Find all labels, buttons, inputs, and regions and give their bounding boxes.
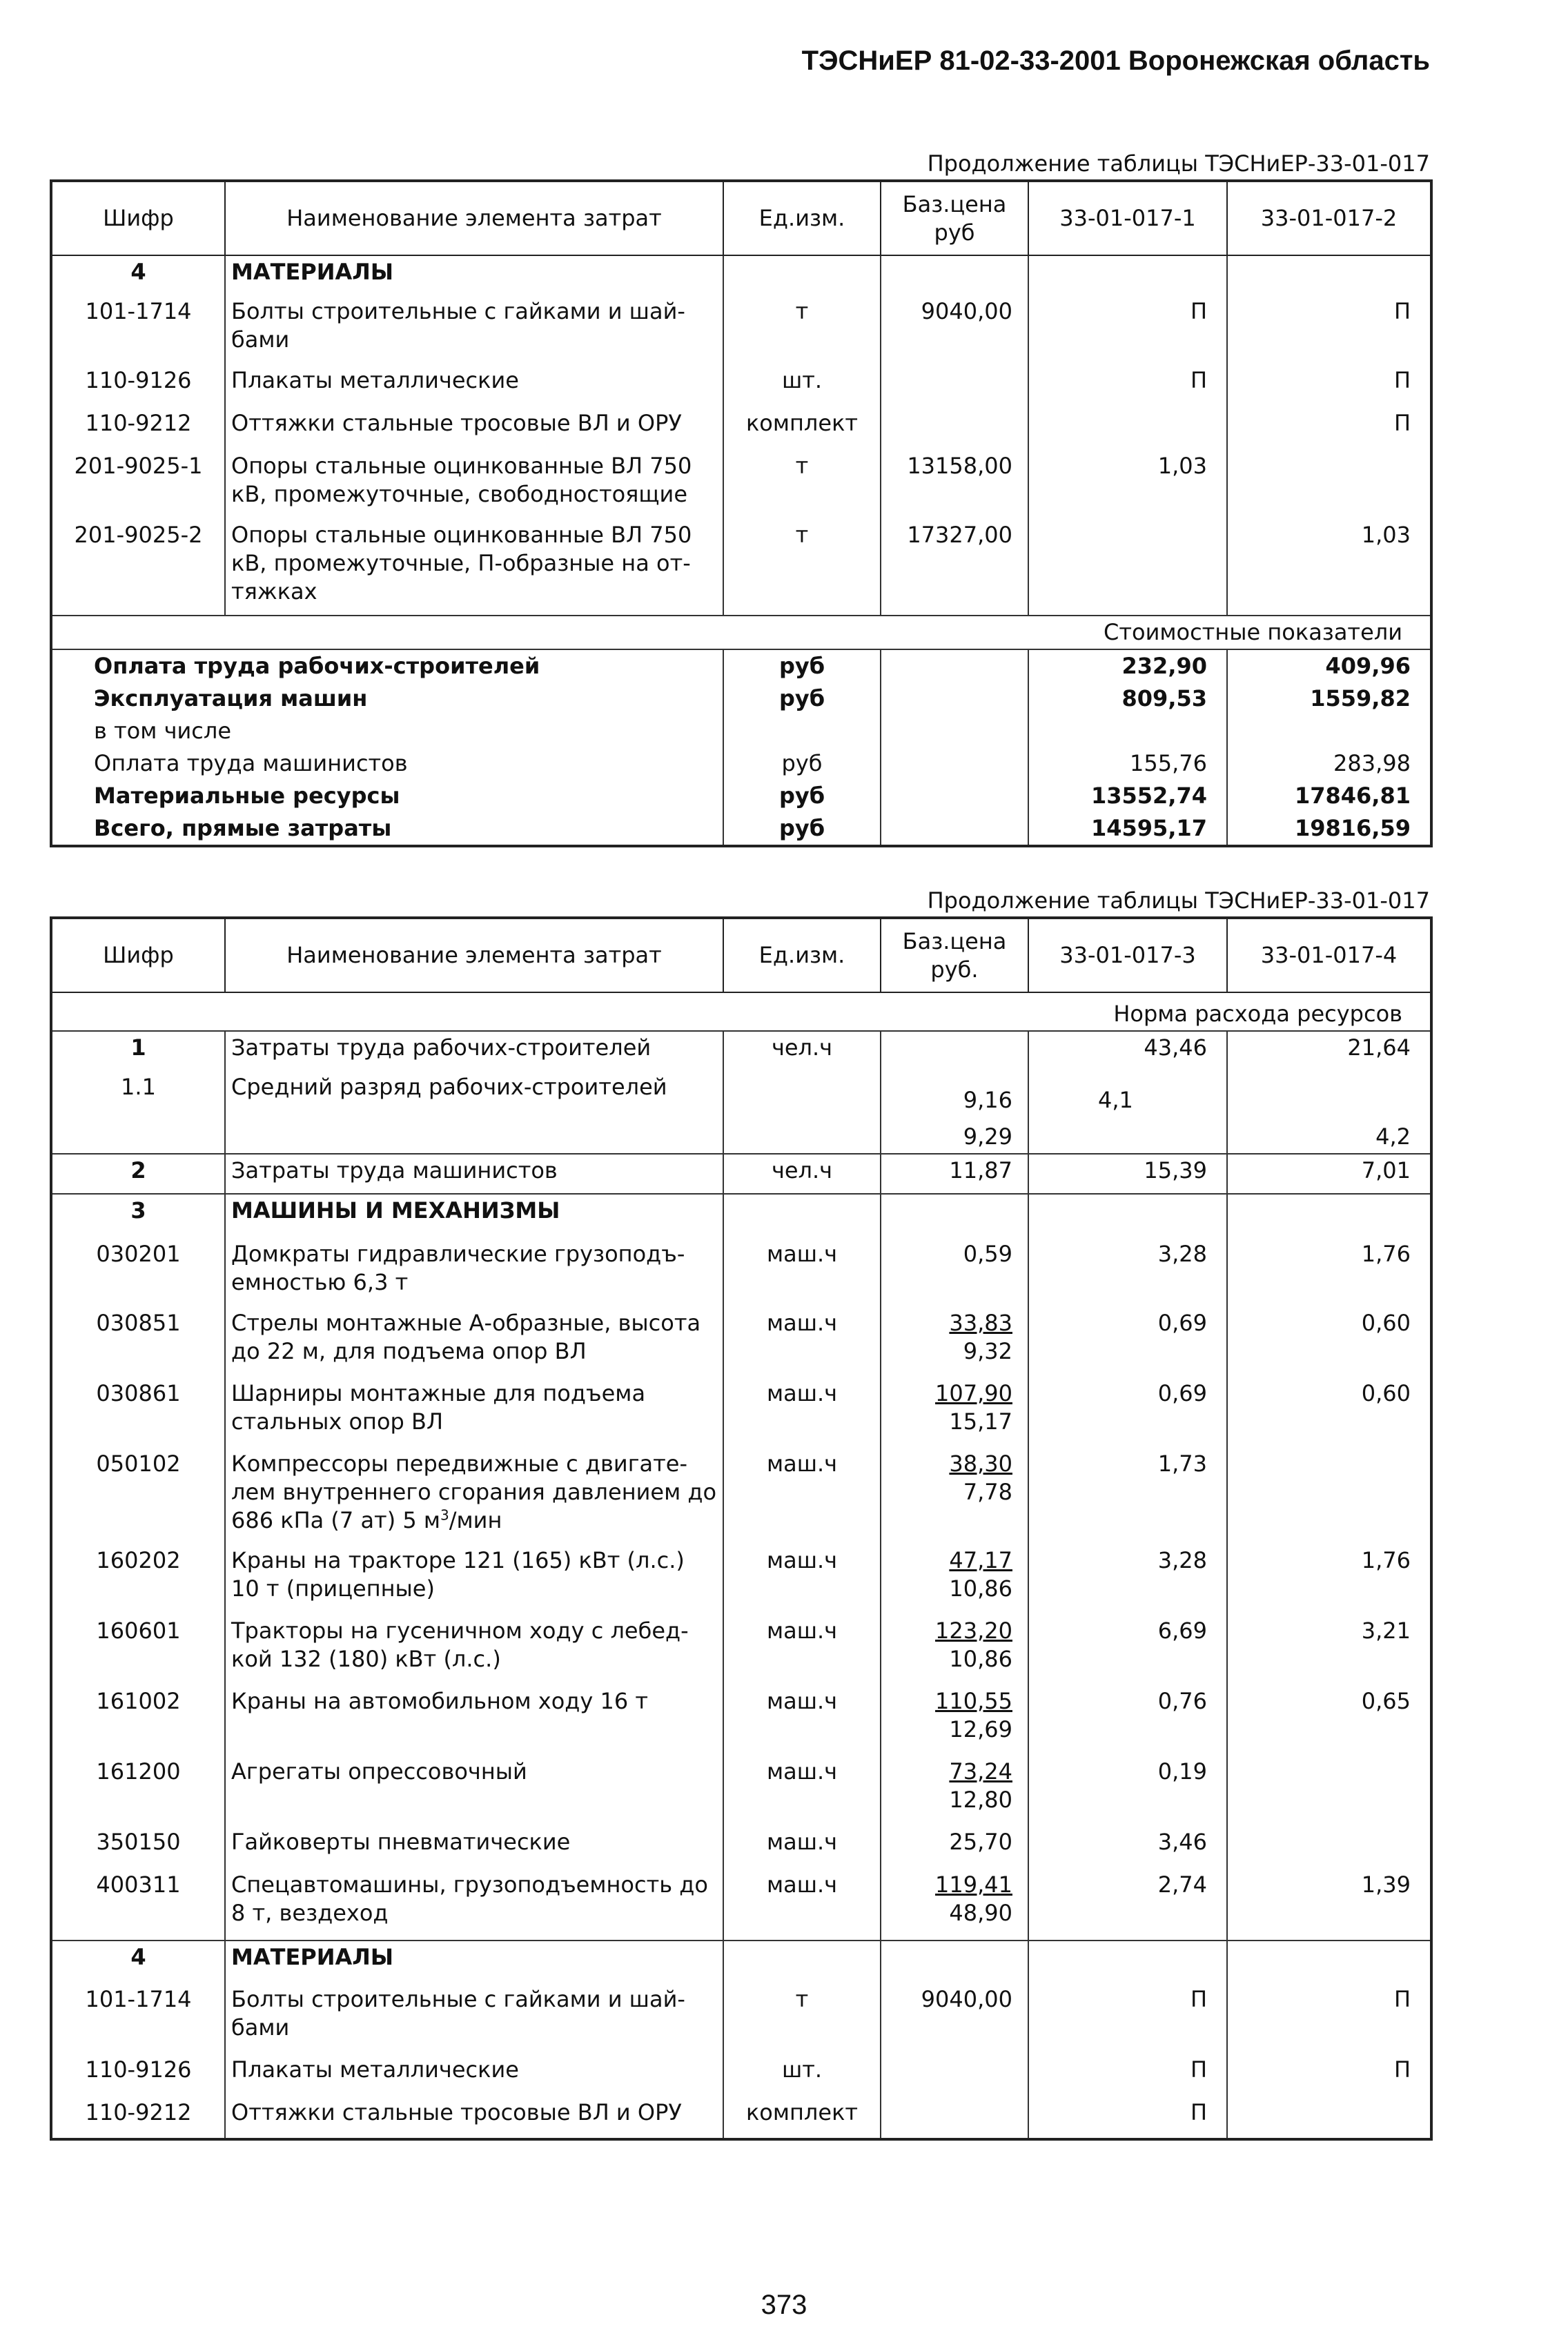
summary-value-2: 283,98: [1227, 747, 1431, 780]
row-code: 030851: [96, 1309, 181, 1336]
row-price: [881, 2054, 1028, 2096]
section-code: 4: [51, 1941, 225, 1983]
row-price-value: 123,20: [935, 1617, 1012, 1644]
row-value-2: [1227, 1756, 1431, 1826]
summary-unit: руб: [723, 747, 881, 780]
summary-value-1: 14595,17: [1028, 812, 1227, 846]
table2-caption: Продолжение таблицы ТЭСНиЕР-33-01-017: [927, 887, 1430, 914]
row-price-secondary: 10,86: [949, 1645, 1012, 1672]
row-price: [881, 2096, 1028, 2139]
summary-value-1: 232,90: [1028, 649, 1227, 682]
row-code: 110-9126: [85, 2056, 192, 2083]
row-price-value: 38,30: [949, 1450, 1012, 1477]
table-row: [51, 1448, 1431, 1544]
row-value-1: 3,28: [1028, 1238, 1227, 1307]
row-code: 160601: [96, 1617, 181, 1644]
row-value-1: 4,1: [1028, 1071, 1227, 1154]
summary-row: [51, 715, 1431, 747]
summary-value-2: 19816,59: [1227, 812, 1431, 846]
summary-name: Всего, прямые затраты: [94, 814, 392, 841]
row-value-1: 15,39: [1028, 1154, 1227, 1194]
row-name: [225, 1448, 723, 1544]
header-col-4: 33-01-017-4: [1227, 918, 1431, 992]
row-value-2: П: [1227, 1983, 1431, 2054]
row-name: Затраты труда машинистов: [225, 1154, 723, 1194]
table-row: [51, 450, 1431, 519]
table-row: [51, 295, 1431, 364]
summary-name: в том числе: [94, 717, 231, 744]
row-unit: маш.ч: [723, 1615, 881, 1685]
row-value-2: П: [1227, 295, 1431, 364]
row-name: Гайковерты пневматические: [225, 1826, 723, 1869]
row-value-2: П: [1227, 364, 1431, 407]
row-price-secondary: 7,78: [963, 1478, 1012, 1505]
section-code: 3: [51, 1194, 225, 1238]
row-code: 101-1714: [85, 298, 192, 324]
table1-header-row: [51, 181, 1431, 255]
cost-band-label: Стоимостные показатели: [51, 616, 1431, 649]
section-title: МАШИНЫ И МЕХАНИЗМЫ: [225, 1194, 723, 1238]
row-unit: т: [723, 295, 881, 364]
row-code: 1: [130, 1034, 146, 1061]
table-row: [51, 364, 1431, 407]
row-price-secondary: 9,32: [963, 1337, 1012, 1364]
table1: [50, 179, 1433, 847]
row-value-1: [1028, 407, 1227, 450]
section-title: МАТЕРИАЛЫ: [225, 1941, 723, 1983]
row-name: Плакаты металлические: [225, 2054, 723, 2096]
summary-name: Материальные ресурсы: [94, 782, 400, 809]
row-value-1: 1,73: [1028, 1448, 1227, 1544]
header-price: Баз.цена руб.: [881, 918, 1028, 992]
row-price-value: 73,24: [949, 1758, 1012, 1785]
row-name: Средний разряд рабочих-строителей: [225, 1071, 723, 1154]
row-name-superscript: 3: [440, 1506, 449, 1524]
row-value-2: 21,64: [1227, 1031, 1431, 1071]
row-price: [881, 407, 1028, 450]
row-price: 13158,00: [881, 450, 1028, 519]
summary-name: Эксплуатация машин: [94, 685, 368, 711]
row-value-2: 3,21: [1227, 1615, 1431, 1685]
row-code: 110-9212: [85, 2099, 192, 2125]
row-price-value: 110,55: [935, 1687, 1012, 1714]
row-unit: маш.ч: [723, 1869, 881, 1941]
row-value-2: 1,76: [1227, 1544, 1431, 1615]
row-unit: т: [723, 1983, 881, 2054]
row-code: 161002: [96, 1687, 181, 1714]
row-code: 160202: [96, 1546, 181, 1573]
row-name: Оттяжки стальные тросовые ВЛ и ОРУ: [225, 407, 723, 450]
header-col-3: 33-01-017-3: [1028, 918, 1227, 992]
row-unit: чел.ч: [723, 1154, 881, 1194]
row-unit: маш.ч: [723, 1756, 881, 1826]
row-price: [881, 1544, 1028, 1615]
cost-band-row: [51, 616, 1431, 649]
materials-list: [51, 1983, 1431, 2139]
row-code: 201-9025-2: [74, 522, 203, 548]
row-price: [881, 1685, 1028, 1756]
row-price: 9040,00: [881, 1983, 1028, 2054]
row-price: [881, 1448, 1028, 1544]
row-code: 400311: [96, 1871, 181, 1898]
row-value-2: 1,03: [1227, 519, 1431, 616]
machines-list: [51, 1238, 1431, 1941]
summary-unit: руб: [723, 682, 881, 715]
summary-unit: руб: [723, 812, 881, 846]
summary-value-2: 1559,82: [1227, 682, 1431, 715]
row-price: 9040,00: [881, 295, 1028, 364]
row-value-2: 4,2: [1227, 1071, 1431, 1154]
row-unit: маш.ч: [723, 1826, 881, 1869]
row-price-value: 119,41: [935, 1871, 1012, 1898]
row-name: Краны на тракторе 121 (165) кВт (л.с.) 10 т (прицепные): [225, 1544, 723, 1615]
row-name: Стрелы монтажные А-образные, высота до 22 м, для подъема опор ВЛ: [225, 1307, 723, 1377]
row-price: [881, 1869, 1028, 1941]
row-value-1: 3,28: [1028, 1544, 1227, 1615]
table-row: [51, 407, 1431, 450]
row-name: Болты строительные с гайками и шай-бами: [225, 295, 723, 364]
row-price: [881, 1307, 1028, 1377]
summary-row: [51, 682, 1431, 715]
section-row: [51, 1194, 1431, 1238]
row-unit: маш.ч: [723, 1448, 881, 1544]
row-value-1: П: [1028, 2096, 1227, 2139]
table-row: [51, 1983, 1431, 2054]
row-value-1: 1,03: [1028, 450, 1227, 519]
row-price: 17327,00: [881, 519, 1028, 616]
header-price: Баз.цена руб: [881, 181, 1028, 255]
row-value-2: 7,01: [1227, 1154, 1431, 1194]
row-code: 050102: [96, 1450, 181, 1477]
summary-name: Оплата труда рабочих-строителей: [94, 652, 540, 679]
row-name: Болты строительные с гайками и шай-бами: [225, 1983, 723, 2054]
row-value-1: [1028, 519, 1227, 616]
table-row: [51, 1377, 1431, 1448]
row-value-1: 43,46: [1028, 1031, 1227, 1071]
row-name: Агрегаты опрессовочный: [225, 1756, 723, 1826]
row-unit: т: [723, 450, 881, 519]
row-value-1: П: [1028, 295, 1227, 364]
row-value-1: П: [1028, 1983, 1227, 2054]
row-value-2: 0,65: [1227, 1685, 1431, 1756]
table-row: [51, 2096, 1431, 2139]
page-number: 373: [761, 2290, 807, 2320]
row-value-1: П: [1028, 364, 1227, 407]
row-price-secondary: 12,69: [949, 1716, 1012, 1742]
row-name: Затраты труда рабочих-строителей: [225, 1031, 723, 1071]
row-price-value: 33,83: [949, 1309, 1012, 1336]
row-price-secondary: 10,86: [949, 1575, 1012, 1602]
table-row: [51, 1238, 1431, 1307]
row-unit: комплект: [723, 407, 881, 450]
summary-value-1: 155,76: [1028, 747, 1227, 780]
row-name-text: Компрессоры передвижные с двигате-лем внутреннего сгорания давлением до 686 кПа (7 ат) 5 м: [231, 1450, 717, 1533]
row-code: 2: [51, 1154, 225, 1194]
table-row: [51, 1154, 1431, 1194]
table-row: [51, 1615, 1431, 1685]
row-value-2: [1227, 1826, 1431, 1869]
row-value-2: [1227, 1448, 1431, 1544]
table-row: [51, 1307, 1431, 1377]
row-value-1: 0,69: [1028, 1377, 1227, 1448]
row-code: 110-9126: [85, 367, 192, 393]
summary-value-2: 409,96: [1227, 649, 1431, 682]
row-price: [881, 1377, 1028, 1448]
row-value-2: 1,76: [1227, 1238, 1431, 1307]
row-value-1: П: [1028, 2054, 1227, 2096]
row-name: Оттяжки стальные тросовые ВЛ и ОРУ: [225, 2096, 723, 2139]
summary-row: [51, 747, 1431, 780]
header-code: Шифр: [51, 181, 225, 255]
header-code: Шифр: [51, 918, 225, 992]
summary-value-1: 809,53: [1028, 682, 1227, 715]
row-price: [881, 1826, 1028, 1869]
row-name: Домкраты гидравлические грузоподъ-емностью 6,3 т: [225, 1238, 723, 1307]
row-code: 110-9212: [85, 410, 192, 436]
row-price-value: 25,70: [949, 1828, 1012, 1855]
row-price: [881, 1756, 1028, 1826]
section-code: 4: [130, 259, 146, 285]
header-col-1: 33-01-017-1: [1028, 181, 1227, 255]
table2: [50, 916, 1433, 2141]
row-code: 161200: [96, 1758, 181, 1785]
header-name: Наименование элемента затрат: [225, 918, 723, 992]
row-value-2: 1,39: [1227, 1869, 1431, 1941]
header-unit: Ед.изм.: [723, 918, 881, 992]
table-row: [51, 1869, 1431, 1941]
row-name: Плакаты металлические: [225, 364, 723, 407]
row-code: 101-1714: [85, 1985, 192, 2012]
table-row: [51, 1756, 1431, 1826]
row-value-2: 0,60: [1227, 1307, 1431, 1377]
row-unit: т: [723, 519, 881, 616]
table-row: [51, 519, 1431, 616]
row-unit: маш.ч: [723, 1377, 881, 1448]
row-value-2: [1227, 2096, 1431, 2139]
row-unit: шт.: [723, 2054, 881, 2096]
row-price-value: 47,17: [949, 1546, 1012, 1573]
row-unit: чел.ч: [723, 1031, 881, 1071]
row-value-2: П: [1227, 407, 1431, 450]
summary-name: Оплата труда машинистов: [94, 749, 408, 776]
row-unit: маш.ч: [723, 1238, 881, 1307]
row-code: 350150: [96, 1828, 181, 1855]
summary-row: [51, 812, 1431, 846]
row-value-1: 2,74: [1028, 1869, 1227, 1941]
row-unit: комплект: [723, 2096, 881, 2139]
running-head: ТЭСНиЕР 81-02-33-2001 Воронежская область: [801, 46, 1430, 76]
section-title: МАТЕРИАЛЫ: [225, 255, 723, 295]
header-unit: Ед.изм.: [723, 181, 881, 255]
section-row: [51, 1941, 1431, 1983]
row-code: 030201: [96, 1240, 181, 1267]
row-value-2: [1227, 450, 1431, 519]
row-unit: маш.ч: [723, 1685, 881, 1756]
row-value-1: 0,19: [1028, 1756, 1227, 1826]
table1-caption: Продолжение таблицы ТЭСНиЕР-33-01-017: [927, 150, 1430, 177]
row-price: [881, 1615, 1028, 1685]
row-value-1: 0,69: [1028, 1307, 1227, 1377]
header-col-2: 33-01-017-2: [1227, 181, 1431, 255]
row-value-2: П: [1227, 2054, 1431, 2096]
section-row: [51, 255, 1431, 295]
norm-band-label: Норма расхода ресурсов: [51, 992, 1431, 1031]
table-row: [51, 1685, 1431, 1756]
summary-value-2: 17846,81: [1227, 780, 1431, 812]
row-price-value: 107,90: [935, 1379, 1012, 1406]
row-value-1: 0,76: [1028, 1685, 1227, 1756]
row-price-value: 0,59: [963, 1240, 1012, 1267]
row-code: 1.1: [121, 1074, 156, 1100]
table-row: [51, 2054, 1431, 2096]
row-code: 030861: [96, 1379, 181, 1406]
row-name: Тракторы на гусеничном ходу с лебед-кой 132 (180) кВт (л.с.): [225, 1615, 723, 1685]
row-value-2: 0,60: [1227, 1377, 1431, 1448]
row-name: Краны на автомобильном ходу 16 т: [225, 1685, 723, 1756]
summary-row: [51, 649, 1431, 682]
summary-unit: руб: [723, 780, 881, 812]
row-price: 11,87: [881, 1154, 1028, 1194]
table-row: [51, 1826, 1431, 1869]
table-row: [51, 1031, 1431, 1071]
row-name: Опоры стальные оцинкованные ВЛ 750 кВ, промежуточные, П-образные на от-тяжках: [225, 519, 723, 616]
row-price-secondary: 12,80: [949, 1786, 1012, 1813]
row-price: [881, 1071, 1028, 1154]
row-price: [881, 364, 1028, 407]
table-row: [51, 1071, 1431, 1154]
row-value-1: 6,69: [1028, 1615, 1227, 1685]
row-name: Спецавтомашины, грузоподъемность до 8 т, вездеход: [225, 1869, 723, 1941]
row-price-secondary: 48,90: [949, 1899, 1012, 1926]
norm-band-row: [51, 992, 1431, 1031]
row-price-line-1: 9,16: [963, 1087, 1012, 1113]
row-price-secondary: 15,17: [949, 1408, 1012, 1435]
row-name-tail: /мин: [449, 1506, 502, 1533]
summary-unit: руб: [723, 649, 881, 682]
summary-row: [51, 780, 1431, 812]
row-value-1: 3,46: [1028, 1826, 1227, 1869]
row-price-line-2: 9,29: [963, 1123, 1012, 1150]
row-unit: шт.: [723, 364, 881, 407]
row-unit: маш.ч: [723, 1307, 881, 1377]
table-row: [51, 1544, 1431, 1615]
row-code: 201-9025-1: [74, 453, 203, 479]
table2-header-row: [51, 918, 1431, 992]
row-name: Опоры стальные оцинкованные ВЛ 750 кВ, промежуточные, свободностоящие: [225, 450, 723, 519]
row-unit: маш.ч: [723, 1544, 881, 1615]
summary-value-1: 13552,74: [1028, 780, 1227, 812]
header-name: Наименование элемента затрат: [225, 181, 723, 255]
row-name: Шарниры монтажные для подъема стальных опор ВЛ: [225, 1377, 723, 1448]
row-price: [881, 1238, 1028, 1307]
